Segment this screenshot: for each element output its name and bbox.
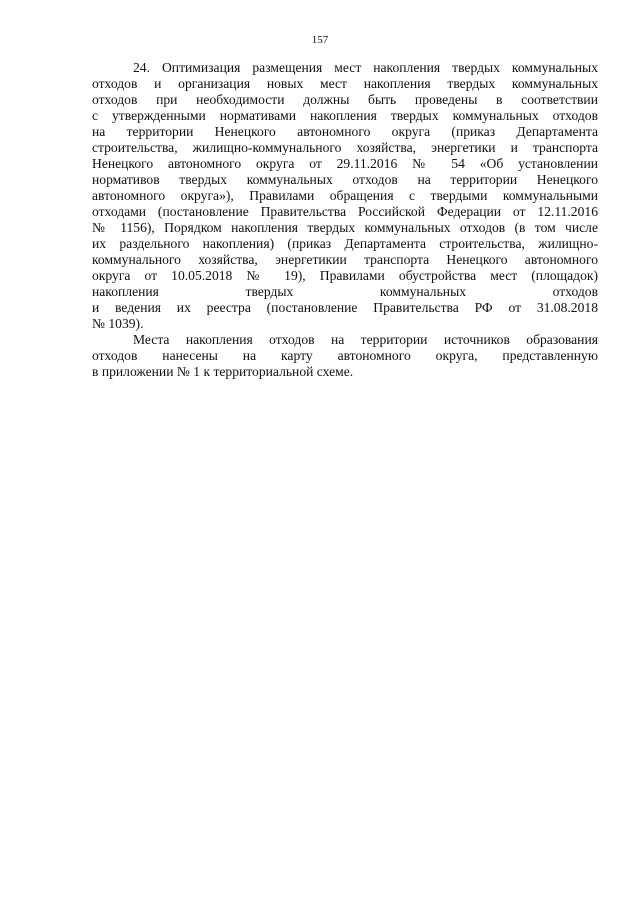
text-line: строительства, жилищно-коммунального хозяйства, энергетики и транспорта xyxy=(92,140,598,155)
document-body xyxy=(92,60,598,380)
paragraph-1 xyxy=(92,60,598,332)
text-line: отходов при необходимости должны быть проведены в соответствии xyxy=(92,92,598,107)
paragraph-2 xyxy=(92,332,598,380)
text-line: отходов и организация новых мест накопления твердых коммунальных xyxy=(92,76,598,91)
text-line: 24. Оптимизация размещения мест накопления твердых коммунальных xyxy=(133,60,598,75)
text-line: нормативов твердых коммунальных отходов на территории Ненецкого xyxy=(92,172,598,187)
text-line: автономного округа»), Правилами обращения с твердыми коммунальными xyxy=(92,188,598,203)
text-line: на территории Ненецкого автономного округа (приказ Департамента xyxy=(92,124,598,139)
text-line: накопления твердых коммунальных отходов xyxy=(92,284,598,299)
page-number: 157 xyxy=(311,34,329,46)
text-line: № 1156), Порядком накопления твердых коммунальных отходов (в том числе xyxy=(92,220,598,235)
text-line: Места накопления отходов на территории источников образования xyxy=(133,332,598,347)
text-line: отходами (постановление Правительства Российской Федерации от 12.11.2016 xyxy=(92,204,598,219)
text-line: № 1039). xyxy=(92,316,144,331)
text-line: и ведения их реестра (постановление Правительства РФ от 31.08.2018 xyxy=(92,300,598,315)
text-line: округа от 10.05.2018 № 19), Правилами обустройства мест (площадок) xyxy=(92,268,598,283)
text-line: Ненецкого автономного округа от 29.11.2016 № 54 «Об установлении xyxy=(92,156,598,171)
text-line: их раздельного накопления) (приказ Департамента строительства, жилищно- xyxy=(92,236,598,251)
text-line: отходов нанесены на карту автономного округа, представленную xyxy=(92,348,598,363)
text-line: в приложении № 1 к территориальной схеме. xyxy=(92,364,354,379)
text-line: коммунального хозяйства, энергетикии транспорта Ненецкого автономного xyxy=(92,252,598,267)
text-line: с утвержденными нормативами накопления твердых коммунальных отходов xyxy=(92,108,598,123)
